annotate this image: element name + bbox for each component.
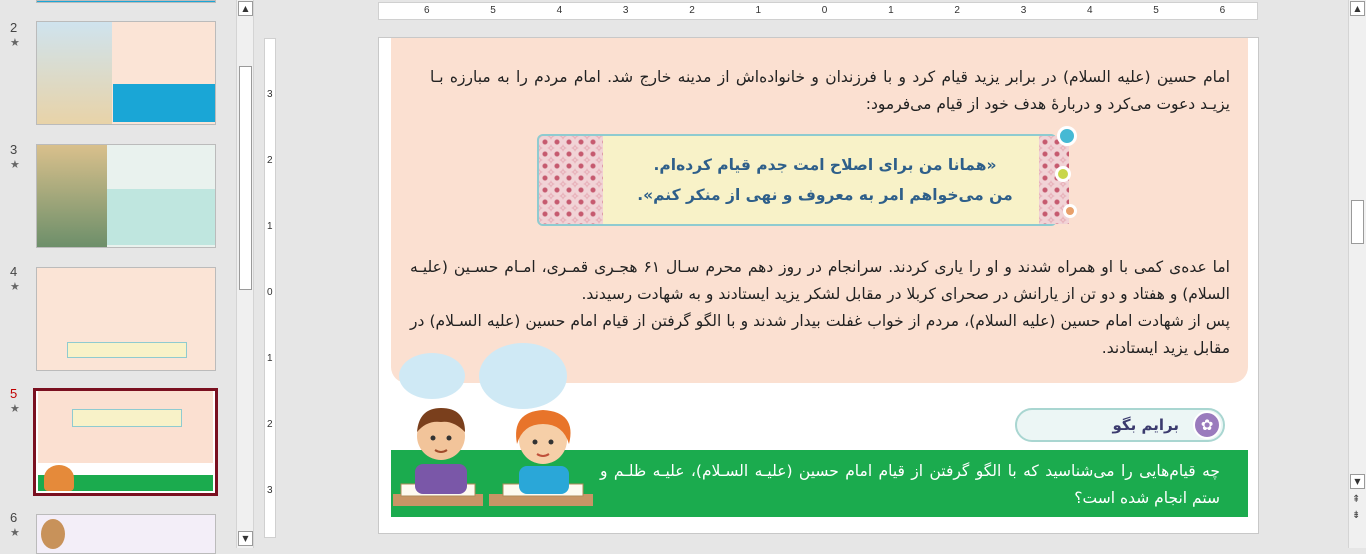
ruler-label: 6 — [424, 5, 430, 16]
question-text: چه قیام‌هایی را می‌شناسید که با الگو گرفتن از قیام امام حسین (علیـه السـلام)، علیـه ظلـم و ستم انجام شده است؟ — [600, 462, 1220, 507]
slide-thumbnail-5[interactable] — [33, 388, 218, 496]
paragraph-karbala: اما عده‌ی کمی با او همراه شدند و او را یاری کردند. سرانجام در روز دهم محرم سـال ۶۱ هجـری قمـری، امـام حسـین (علیـه السلام) و هفتاد و دو تن از یارانش در صحرای کربلا در مقابل لشکر یزید ایستادند و به شهادت رسیدند. — [410, 258, 1230, 303]
flower-icon — [1055, 166, 1071, 182]
ruler-label: 3 — [1020, 5, 1027, 16]
thought-bubble-small — [399, 353, 465, 399]
ruler-label: 2 — [954, 5, 960, 16]
ruler-label: 2 — [689, 5, 695, 16]
ruler-label: 0 — [267, 287, 273, 298]
ruler-label: 5 — [1153, 5, 1159, 16]
slide-thumbnail-3[interactable] — [36, 144, 216, 248]
vertical-ruler — [264, 38, 276, 538]
slide-star-2: ★ — [10, 36, 20, 49]
slide-thumbnail-1-partial[interactable] — [36, 0, 216, 3]
scroll-up-button[interactable]: ▲ — [1350, 1, 1365, 16]
slide-thumbnail-2[interactable] — [36, 21, 216, 125]
say-label-banner — [1015, 408, 1225, 442]
flower-icon — [1063, 204, 1077, 218]
ruler-label: 1 — [755, 5, 762, 16]
scroll-up-button[interactable]: ▲ — [238, 1, 253, 16]
slide-thumbnail-4[interactable] — [36, 267, 216, 371]
ruler-label: 0 — [821, 5, 828, 16]
thumbnail-scrollbar[interactable] — [236, 0, 254, 548]
slide-number-2: 2 — [10, 20, 18, 35]
ruler-label: 5 — [490, 5, 496, 16]
slide-canvas[interactable] — [378, 37, 1259, 534]
slide-number-6: 6 — [10, 510, 18, 525]
quote-box — [537, 134, 1057, 226]
flower-badge-icon: ✿ — [1193, 411, 1221, 439]
slide-thumbnail-pane — [0, 0, 236, 548]
ruler-label: 1 — [267, 221, 273, 232]
quote-line-2: من می‌خواهم امر به معروف و نهی از منکر کنم». — [637, 186, 1013, 204]
say-label: برایم بگو — [1112, 416, 1179, 434]
quote-text — [605, 150, 1045, 210]
quote-pattern-left — [539, 136, 603, 224]
ruler-label: 4 — [1087, 5, 1093, 16]
slide-star-5: ★ — [10, 402, 20, 415]
horizontal-ruler — [378, 2, 1258, 20]
ruler-label: 4 — [556, 5, 563, 16]
scroll-down-button[interactable]: ▼ — [1350, 474, 1365, 489]
slide-number-3: 3 — [10, 142, 18, 157]
scroll-thumb[interactable] — [239, 66, 252, 290]
ruler-label: 6 — [1219, 5, 1226, 16]
slide-scrollbar[interactable] — [1348, 0, 1366, 548]
ruler-label: 3 — [622, 5, 629, 16]
quote-line-1: «همانا من برای اصلاح امت جدم قیام کرده‌ام. — [653, 156, 997, 174]
ruler-label: 2 — [267, 419, 273, 430]
flower-icon — [1057, 126, 1077, 146]
previous-slide-icon[interactable]: ⇞ — [1352, 494, 1361, 505]
ruler-label: 3 — [267, 485, 273, 496]
ruler-label: 1 — [267, 353, 273, 364]
next-slide-icon[interactable]: ⇟ — [1352, 510, 1361, 521]
slide-star-3: ★ — [10, 158, 20, 171]
ruler-label: 2 — [267, 155, 273, 166]
slide-thumbnail-6[interactable] — [36, 514, 216, 554]
slide-number-4: 4 — [10, 264, 18, 279]
scroll-down-button[interactable]: ▼ — [238, 531, 253, 546]
scroll-thumb[interactable] — [1351, 200, 1364, 244]
paragraph-intro: امام حسین (علیه السلام) در برابر یزید قیام کرد و با فرزندان و خانواده‌اش از مدینه خارج شد. امام مردم را به مبارزه بـا یزیـد دعوت می‌کرد و دربارهٔ هدف خود از قیام می‌فرمود: — [430, 68, 1230, 113]
slide-number-5: 5 — [10, 386, 18, 401]
paragraph-aftermath: پس از شهادت امام حسین (علیه السلام)، مردم از خواب غفلت بیدار شدند و با الگو گرفتن از قیام امام حسین (علیه السـلام) در مقابل یزید ایستادند. — [410, 312, 1230, 357]
slide-star-6: ★ — [10, 526, 20, 539]
slide-star-4: ★ — [10, 280, 20, 293]
ruler-label: 1 — [888, 5, 894, 16]
children-illustration — [393, 398, 593, 528]
ruler-label: 3 — [267, 89, 273, 100]
